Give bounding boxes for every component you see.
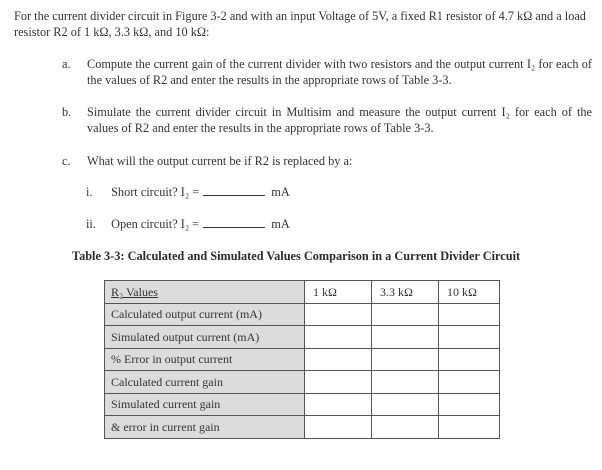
- subitem-short-circuit: [86, 184, 290, 200]
- table-cell[interactable]: [439, 348, 500, 371]
- table-cell[interactable]: [305, 393, 372, 416]
- table-cell[interactable]: [439, 393, 500, 416]
- table-caption: Table 3-3: Calculated and Simulated Values Comparison in a Current Divider Circuit: [72, 249, 521, 263]
- table-cell[interactable]: [372, 371, 439, 394]
- item-c-text: What will the output current be if R2 is replaced by a:: [87, 154, 353, 168]
- table-row: [105, 371, 500, 394]
- table-cell[interactable]: [439, 326, 500, 349]
- item-b-text: Simulate the current divider circuit in Multisim and measure the output current I₂ for each of the values of R2 and enter the results in the appropriate rows of Table 3-3.: [87, 105, 592, 135]
- row-label: Simulated current gain: [105, 393, 305, 416]
- table-cell[interactable]: [372, 416, 439, 439]
- item-c-letter: c.: [62, 154, 71, 168]
- table-cell[interactable]: [439, 303, 500, 326]
- table-cell[interactable]: [305, 348, 372, 371]
- short-circuit-answer-blank[interactable]: [203, 184, 265, 196]
- subitem-ii-prefix: Open circuit? I₂ =: [111, 217, 200, 231]
- row-label: Simulated output current (mA): [105, 326, 305, 349]
- table-cell[interactable]: [305, 303, 372, 326]
- table-row: [105, 326, 500, 349]
- subitem-i-number: i.: [86, 185, 93, 199]
- table-cell[interactable]: [305, 416, 372, 439]
- table-row: [105, 416, 500, 439]
- table-row: [105, 393, 500, 416]
- subitem-open-circuit: [86, 216, 290, 232]
- table-row: [105, 348, 500, 371]
- row-label: % Error in output current: [105, 348, 305, 371]
- table-cell[interactable]: [439, 416, 500, 439]
- item-a-letter: a.: [62, 57, 71, 71]
- table-cell[interactable]: [372, 348, 439, 371]
- header-r2-label: R₂ Values: [111, 284, 158, 299]
- row-label: Calculated output current (mA): [105, 303, 305, 326]
- header-col-1k: 1 kΩ: [305, 281, 372, 304]
- subitem-ii-unit: mA: [271, 217, 290, 231]
- comparison-table: [104, 280, 500, 439]
- subitem-ii-number: ii.: [86, 217, 96, 231]
- table-row: [105, 303, 500, 326]
- table-cell[interactable]: [439, 371, 500, 394]
- table-cell[interactable]: [372, 303, 439, 326]
- table-cell[interactable]: [372, 326, 439, 349]
- intro-paragraph: For the current divider circuit in Figure 3-2 and with an input Voltage of 5V, a fixed R1 resistor of 4.7 kΩ and a load resistor R2 of 1 kΩ, 3.3 kΩ, and 10 kΩ:: [14, 9, 586, 39]
- table-cell[interactable]: [305, 371, 372, 394]
- item-a-text: Compute the current gain of the current divider with two resistors and the output current I₂ for each of the values of R2 and enter the results in the appropriate rows of Table 3-3.: [87, 57, 592, 87]
- table-header-row: [105, 281, 500, 304]
- header-r2-values: [105, 281, 305, 304]
- item-b-letter: b.: [62, 105, 72, 119]
- table-cell[interactable]: [305, 326, 372, 349]
- subitem-i-unit: mA: [271, 185, 290, 199]
- table-cell[interactable]: [372, 393, 439, 416]
- open-circuit-answer-blank[interactable]: [203, 216, 265, 228]
- row-label: Calculated current gain: [105, 371, 305, 394]
- header-col-3k3: 3.3 kΩ: [372, 281, 439, 304]
- header-col-10k: 10 kΩ: [439, 281, 500, 304]
- subitem-i-prefix: Short circuit? I₂ =: [111, 185, 200, 199]
- row-label: & error in current gain: [105, 416, 305, 439]
